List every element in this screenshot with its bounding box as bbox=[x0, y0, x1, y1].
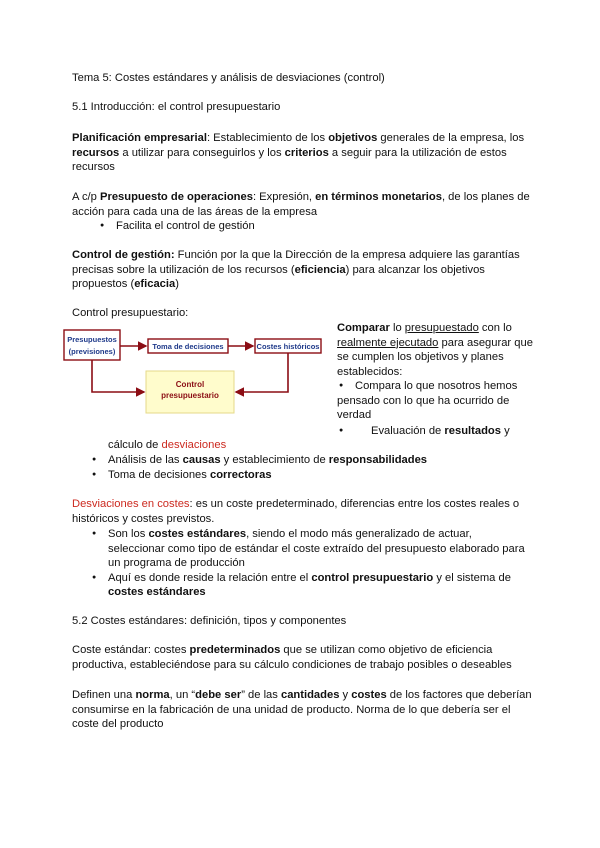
bold-span: costes estándares bbox=[108, 586, 206, 598]
text-span: Análisis de las bbox=[108, 454, 183, 466]
text-span: Compara lo que nosotros hemos pensado con lo que ha ocurrido de verdad bbox=[337, 380, 518, 421]
list-item bbox=[90, 527, 530, 571]
bold-span: debe ser bbox=[195, 689, 242, 701]
text-span: Coste estándar: costes bbox=[72, 644, 190, 656]
text-span: Toma de decisiones bbox=[108, 468, 210, 481]
text-span: ) bbox=[175, 278, 179, 290]
list-item bbox=[90, 468, 530, 483]
text-span: y el sistema de bbox=[433, 571, 511, 584]
label-costes-historicos: Costes históricos bbox=[256, 342, 320, 351]
text-span: con lo bbox=[478, 322, 512, 334]
bold-span: predeterminados bbox=[189, 644, 281, 656]
underlined-span: presupuestado bbox=[404, 322, 479, 334]
text-span: Función por la que la Dirección de la empresa adquiere las garantías precisas sobre la utilización de los recursos ( bbox=[72, 249, 520, 276]
bold-span: correctoras bbox=[210, 468, 272, 481]
paragraph-presupuesto bbox=[72, 190, 534, 219]
red-span: Desviaciones en costes bbox=[72, 498, 190, 510]
red-span: desviaciones bbox=[161, 439, 227, 451]
bold-span: cantidades bbox=[280, 689, 340, 701]
comparar-column bbox=[337, 321, 537, 423]
label-presupuestos-2: (previsiones) bbox=[68, 347, 116, 356]
text-span: y establecimiento de bbox=[220, 454, 329, 466]
list-item bbox=[337, 424, 537, 439]
text-span: Definen una bbox=[72, 689, 136, 701]
list-item bbox=[90, 453, 530, 468]
bold-span: control presupuestario bbox=[311, 571, 434, 584]
text-span: , un “ bbox=[169, 689, 196, 701]
underlined-span: realmente ejecutado bbox=[337, 336, 439, 349]
arrow-presupuestos-to-control bbox=[92, 360, 144, 392]
paragraph-desviaciones bbox=[72, 497, 534, 526]
text-span: Son los bbox=[108, 528, 149, 540]
text-span: que se utilizan como objetivo de eficiencia productiva, estableciéndose para su cálculo condiciones de trabajo posibles o deseables bbox=[72, 644, 512, 671]
text-span: a seguir para la utilización de estos recursos bbox=[72, 146, 507, 173]
control-presupuestario-diagram bbox=[60, 326, 328, 432]
paragraph-norma bbox=[72, 688, 534, 732]
text-span: A c/p bbox=[72, 191, 100, 203]
list-desviaciones bbox=[90, 527, 530, 600]
bold-span: costes bbox=[351, 689, 387, 701]
text-span: para asegurar que se cumplen los objetivos y planes establecidos: bbox=[337, 336, 533, 378]
term-presupuesto: Presupuesto de operaciones bbox=[100, 191, 253, 203]
bold-span: en términos monetarios bbox=[315, 191, 442, 203]
text-span: ” de las bbox=[241, 689, 281, 701]
paragraph-planificacion bbox=[72, 131, 534, 175]
paragraph-coste-estandar bbox=[72, 643, 534, 672]
continuation-desviaciones bbox=[108, 438, 570, 453]
text-span: , siendo el modo más generalizado de actuar, seleccionar como tipo de estándar el coste extraído del presupuesto elaborado para un programa de producción bbox=[108, 528, 525, 569]
term-control-gestion: Control de gestión: bbox=[72, 249, 175, 261]
paragraph-control-gestion bbox=[72, 248, 534, 292]
document-title: Tema 5: Costes estándares y análisis de desviaciones (control) bbox=[72, 72, 385, 84]
bold-span: Comparar bbox=[337, 322, 390, 334]
list-comparar bbox=[337, 379, 537, 423]
list-item: ● Facilita el control de gestión bbox=[98, 219, 528, 234]
bold-span: resultados bbox=[444, 425, 501, 437]
list-analisis bbox=[90, 453, 530, 482]
label-control-1: Control bbox=[175, 380, 205, 389]
bold-span: objetivos bbox=[328, 132, 378, 144]
bold-span: costes estándares bbox=[148, 528, 247, 540]
bold-span: eficacia bbox=[134, 278, 176, 290]
arrow-historicos-to-control bbox=[236, 353, 288, 392]
bold-span: eficiencia bbox=[294, 263, 346, 276]
text-span: Evaluación de bbox=[371, 425, 445, 437]
text-span: generales de la empresa, los bbox=[377, 132, 525, 144]
text-span: de los factores que deberían consumirse en la fabricación de una unidad de producto. Norma de lo que debería ser el coste del producto bbox=[72, 689, 532, 730]
bold-span: norma bbox=[135, 689, 170, 701]
label-presupuestos-1: Presupuestos bbox=[67, 335, 117, 344]
text-span: ) para alcanzar los objetivos propuestos ( bbox=[72, 263, 485, 290]
text-span: a utilizar para conseguirlos y los bbox=[119, 146, 285, 159]
list-item bbox=[337, 379, 537, 423]
text-span: : Expresión, bbox=[252, 191, 316, 203]
control-presupuestario-label: Control presupuestario: bbox=[72, 307, 189, 319]
text-span: lo bbox=[389, 322, 405, 334]
text-span: : Establecimiento de los bbox=[206, 132, 329, 144]
bold-span: causas bbox=[182, 454, 221, 466]
text-span: y bbox=[500, 425, 510, 437]
text-span: Aquí es donde reside la relación entre el bbox=[108, 571, 312, 584]
label-control-2: presupuestario bbox=[161, 391, 219, 400]
text-span: y bbox=[339, 689, 352, 701]
text-span: : es un coste predeterminado, diferencias entre los costes reales o históricos y costes previstos. bbox=[72, 498, 520, 525]
list-presupuesto bbox=[98, 219, 528, 234]
bold-span: criterios bbox=[284, 146, 329, 159]
list-evaluacion bbox=[337, 424, 537, 439]
bold-span: responsabilidades bbox=[328, 454, 428, 466]
list-item bbox=[90, 571, 530, 600]
section-heading-5-1: 5.1 Introducción: el control presupuestario bbox=[72, 101, 281, 113]
bold-span: recursos bbox=[72, 146, 120, 159]
section-heading-5-2: 5.2 Costes estándares: definición, tipos y componentes bbox=[72, 615, 347, 627]
text-span: cálculo de bbox=[108, 439, 162, 451]
label-toma-decisiones: Toma de decisiones bbox=[152, 342, 224, 351]
paragraph-comparar bbox=[337, 321, 537, 379]
term-planificacion: Planificación empresarial bbox=[72, 132, 207, 144]
text-span: , de los planes de acción para cada una de las áreas de la empresa bbox=[72, 191, 530, 218]
